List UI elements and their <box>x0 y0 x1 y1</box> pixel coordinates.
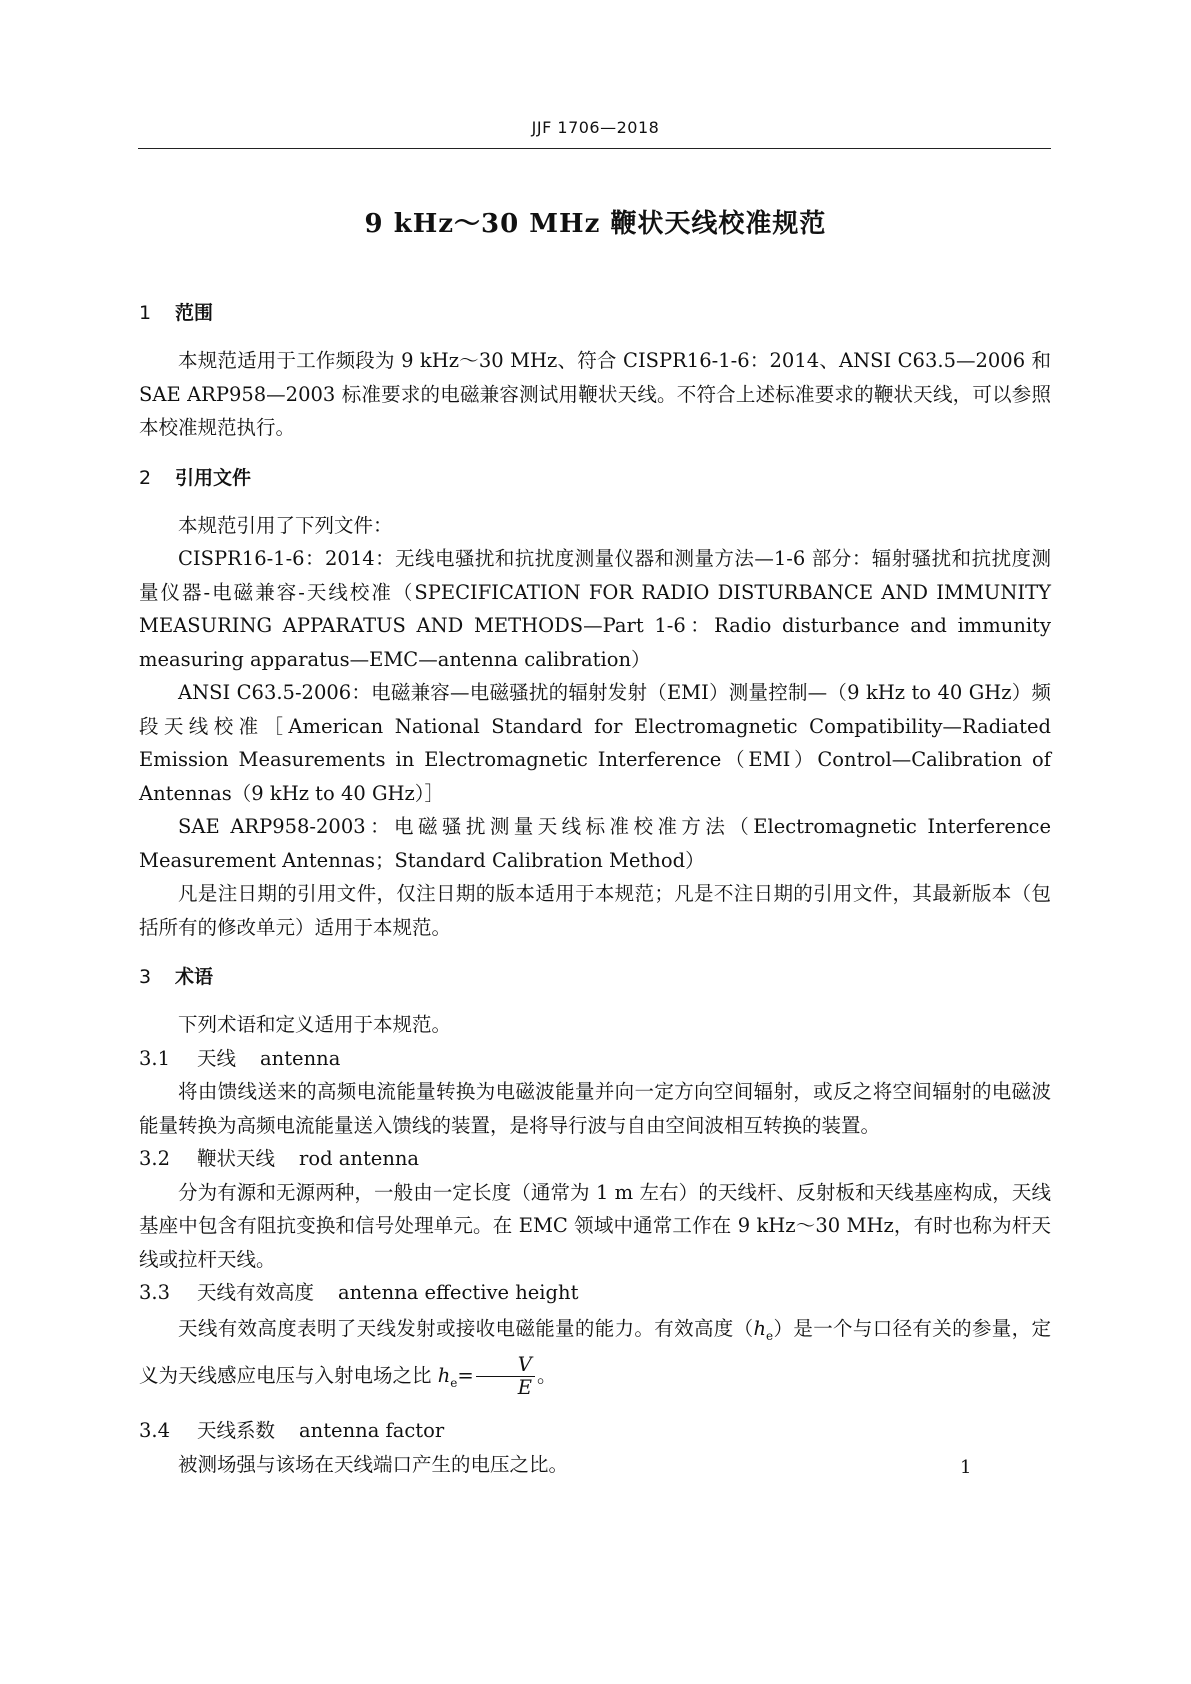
term-definition-antenna: 将由馈线送来的高频电流能量转换为电磁波能量并向一定方向空间辐射，或反之将空间辐射的电磁波能量转换为高频电流能量送入馈线的装置，是将导行波与自由空间波相互转换的装置。 <box>139 1080 1051 1137</box>
term-chinese: 鞭状天线 <box>197 1147 276 1170</box>
reference-ansi: ANSI C63.5-2006：电磁兼容—电磁骚扰的辐射发射（EMI）测量控制—（9 kHz to 40 GHz）频段天线校准［American National Standard for Electromagnetic Compatibility—Radiated Emission Measurements in Electromagnetic Interference（EMI）Control—Calibration of Antennas（9 kHz to 40 GHz）］ <box>139 681 1051 805</box>
header-rule <box>138 148 1051 149</box>
term-heading-antenna <box>139 1042 1051 1076</box>
term-chinese: 天线有效高度 <box>197 1281 315 1304</box>
section-title: 术语 <box>175 966 214 988</box>
fraction-denominator: E <box>517 1376 532 1400</box>
term-chinese: 天线 <box>197 1046 237 1070</box>
definition-text: ）是一个与口径有关的参量，定义为天线感应电压与入射电场之比 <box>139 1316 1051 1388</box>
document-body <box>139 296 1051 1481</box>
term-number: 3.4 <box>139 1419 171 1443</box>
term-number: 3.2 <box>139 1147 171 1170</box>
references-note: 凡是注日期的引用文件，仅注日期的版本适用于本规范；凡是不注日期的引用文件，其最新版本（包括所有的修改单元）适用于本规范。 <box>139 882 1051 939</box>
term-definition-rod-antenna: 分为有源和无源两种，一般由一定长度（通常为 1 m 左右）的天线杆、反射板和天线基座构成，天线基座中包含有阻抗变换和信号处理单元。在 EMC 领域中通常工作在 9 kHz～30 MHz，有时也称为杆天线或拉杆天线。 <box>139 1180 1051 1271</box>
reference-sae: SAE ARP958-2003：电磁骚扰测量天线标准校准方法（Electromagnetic Interference Measurement Antennas；Standard Calibration Method） <box>139 815 1051 872</box>
section-heading-scope <box>139 296 1051 344</box>
term-english: antenna effective height <box>338 1281 579 1304</box>
scope-paragraph: 本规范适用于工作频段为 9 kHz～30 MHz、符合 CISPR16-1-6：2014、ANSI C63.5—2006 和 SAE ARP958—2003 标准要求的电磁兼容测试用鞭状天线。不符合上述标准要求的鞭状天线，可以参照本校准规范执行。 <box>139 349 1051 439</box>
formula-lhs: $h_e$ <box>437 1364 458 1391</box>
section-title: 范围 <box>175 302 214 324</box>
section-heading-references <box>139 461 1051 509</box>
document-title: 9 kHz～30 MHz 鞭状天线校准规范 <box>364 209 827 239</box>
section-title: 引用文件 <box>175 466 252 489</box>
term-definition-effective-height <box>139 1310 1051 1403</box>
running-head: JJF 1706—2018 <box>531 118 660 137</box>
term-definition-antenna-factor: 被测场强与该场在天线端口产生的电压之比。 <box>178 1452 569 1476</box>
term-heading-rod-antenna <box>139 1142 1051 1176</box>
formula-equals: = <box>457 1364 474 1388</box>
page-number: 1 <box>960 1457 972 1478</box>
term-number: 3.3 <box>139 1281 171 1304</box>
section-heading-terms <box>139 960 1051 1008</box>
term-number: 3.1 <box>139 1046 171 1070</box>
section-number: 2 <box>139 466 152 489</box>
section-number: 1 <box>139 302 152 324</box>
term-heading-antenna-factor <box>139 1414 1051 1448</box>
reference-cispr: CISPR16-1-6：2014：无线电骚扰和抗扰度测量仪器和测量方法—1-6 部分：辐射骚扰和抗扰度测量仪器-电磁兼容-天线校准（SPECIFICATION FOR RADIO DISTURBANCE AND IMMUNITY MEASURING APPARATUS AND METHODS—Part 1-6：Radio disturbance and immunity measuring apparatus—EMC—antenna calibration） <box>139 547 1051 671</box>
term-english: antenna factor <box>299 1419 445 1443</box>
term-english: rod antenna <box>299 1147 420 1170</box>
references-intro: 本规范引用了下列文件： <box>178 513 393 537</box>
term-heading-effective-height <box>139 1276 1051 1310</box>
definition-text: 。 <box>536 1364 557 1388</box>
term-chinese: 天线系数 <box>197 1419 276 1443</box>
formula-fraction <box>476 1354 535 1399</box>
definition-text: 天线有效高度表明了天线发射或接收电磁能量的能力。有效高度（ <box>178 1316 754 1340</box>
section-number: 3 <box>139 966 152 988</box>
term-english: antenna <box>260 1046 341 1070</box>
symbol-he: $h_e$ <box>753 1316 774 1343</box>
fraction-numerator: V <box>476 1354 535 1377</box>
terms-intro: 下列术语和定义适用于本规范。 <box>178 1013 452 1036</box>
